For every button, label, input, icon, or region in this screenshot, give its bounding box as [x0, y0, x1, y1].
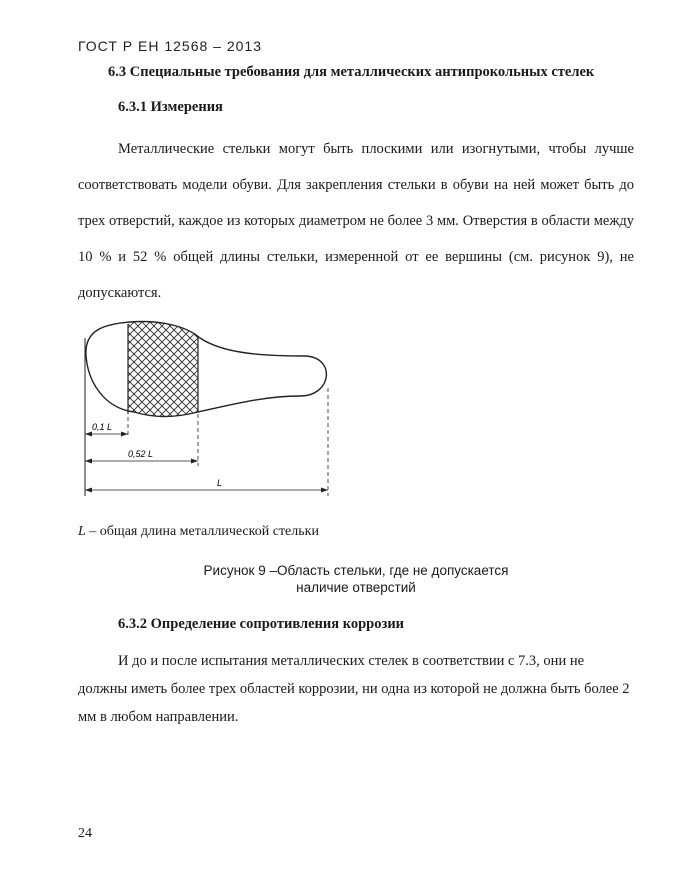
legend-symbol: L	[78, 524, 86, 539]
section-heading: 6.3 Специальные требования для металлических антипрокольных стелек	[108, 64, 595, 80]
forbidden-area	[128, 310, 198, 430]
figure-legend	[78, 524, 319, 540]
caption-line-2: наличие отверстий	[296, 580, 416, 595]
page-number: 24	[78, 826, 92, 841]
legend-text: – общая длина металлической стельки	[85, 524, 319, 539]
insole-figure	[74, 310, 339, 500]
figure-caption	[150, 562, 562, 596]
dim-label-L: L	[217, 478, 223, 488]
measurements-paragraph: Металлические стельки могут быть плоскими или изогнутыми, чтобы лучше соответствовать модели обуви. Для закрепления стельки в обуви на ней может быть до трех отверстий, каждое из которых диаметром не более 3 мм. Отверстия в области между 10 % и 52 % общей длины стельки, измеренной от ее вершины (см. рисунок 9), не допускаются.	[78, 141, 634, 301]
dim-label-0-1L: 0,1 L	[92, 422, 113, 432]
insole-outline	[86, 322, 327, 417]
dim-label-0-52L: 0,52 L	[128, 449, 154, 459]
subsection-heading-measurements: 6.3.1 Измерения	[118, 99, 223, 115]
document-header: ГОСТ Р ЕН 12568 – 2013	[78, 38, 262, 54]
caption-line-1: Рисунок 9 –Область стельки, где не допускается	[203, 563, 509, 578]
subsection-heading-corrosion: 6.3.2 Определение сопротивления коррозии	[118, 616, 405, 632]
corrosion-paragraph: И до и после испытания металлических стелек в соответствии с 7.3, они не должны иметь более трех областей коррозии, ни одна из которой не должна быть более 2 мм в любом направлении.	[78, 653, 630, 725]
